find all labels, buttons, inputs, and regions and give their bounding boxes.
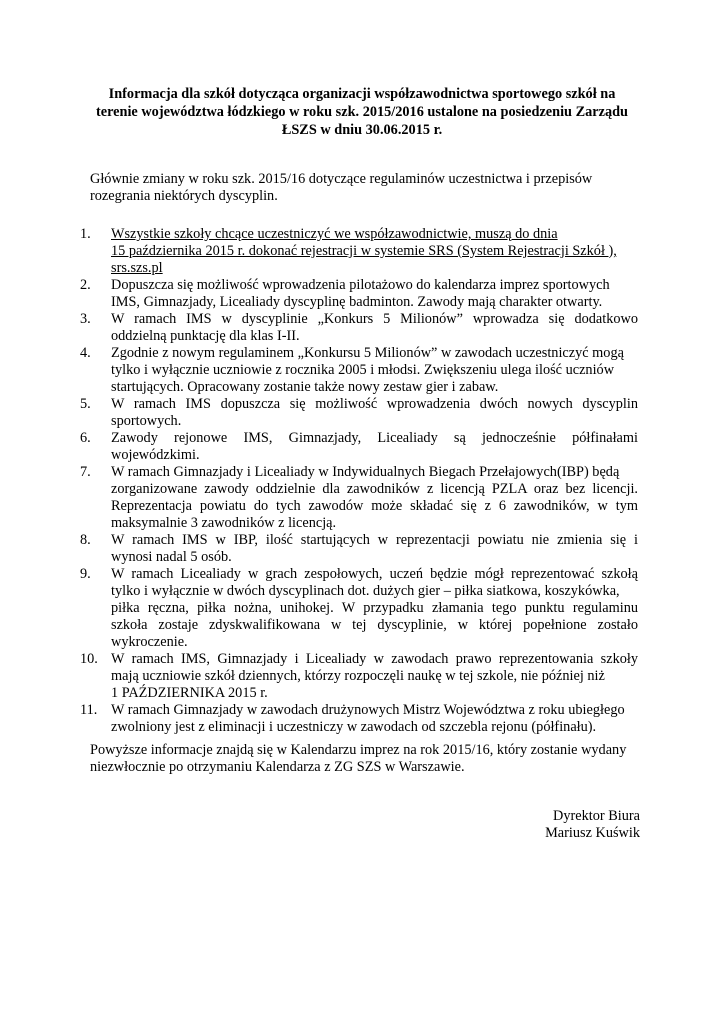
list-item-line: W ramach Gimnazjady i Licealiady w Indywidualnych Biegach Przełajowych(IBP) będą [111,464,620,480]
list-item-line: 1 PAŹDZIERNIKA 2015 r. [111,685,268,701]
list-item-number: 8. [80,532,91,548]
list-item [80,464,640,532]
list-item-number: 4. [80,345,91,361]
list-item-line: maksymalnie 3 zawodników z licencją. [111,515,337,531]
list-item [80,277,640,311]
changes-list [80,226,640,736]
list-item-line: Zgodnie z nowym regulaminem „Konkursu 5 Milionów” w zawodach uczestniczyć mogą [111,345,624,361]
list-item-number: 7. [80,464,91,480]
list-item [80,345,640,396]
list-item-line: W ramach IMS w IBP, ilość startujących w reprezentacji powiatu nie zmienia się i [111,532,638,548]
list-item-line: Dopuszcza się możliwość wprowadzenia pilotażowo do kalendarza imprez sportowych [111,277,610,293]
title-line: terenie województwa łódzkiego w roku szk. 2015/2016 ustalone na posiedzeniu Zarządu [95,104,629,120]
closing-line: Powyższe informacje znajdą się w Kalendarzu imprez na rok 2015/16, który zostanie wydany [90,742,627,758]
intro-line: rozegrania niektórych dyscyplin. [90,188,278,204]
list-item [80,430,640,464]
list-item-line: W ramach IMS dopuszcza się możliwość wprowadzenia dwóch nowych dyscyplin [111,396,638,412]
list-item-number: 2. [80,277,91,293]
list-item-line: startujących. Opracowany zostanie także nowy zestaw gier i zabaw. [111,379,499,395]
signature-role: Dyrektor Biura [553,808,640,824]
title-line: ŁSZS w dniu 30.06.2015 r. [281,122,443,138]
list-item-number: 1. [80,226,91,242]
document-title [80,85,644,139]
list-item-number: 6. [80,430,91,446]
list-item-number: 11. [80,702,98,718]
list-item-line: IMS, Gimnazjady, Licealiady dyscyplinę badminton. Zawody mają charakter otwarty. [111,294,603,310]
list-item-line: zorganizowane zawody oddzielnie dla zawodników z licencją PZLA oraz bez licencji. [111,481,638,497]
list-item [80,702,640,736]
list-item-line: szkoła zostaje zdyskwalifikowana w tej dyscyplinie, w której popełnione zostało [111,617,638,633]
list-item-line: wykroczenie. [111,634,188,650]
list-item-line: wojewódzkimi. [111,447,200,463]
intro-paragraph [90,171,650,205]
list-item [80,226,640,277]
list-item-line: mają uczniowie szkół dziennych, którzy rozpoczęli naukę w tej szkole, nie później niż [111,668,605,684]
signature-block [545,808,640,842]
list-item-number: 5. [80,396,91,412]
list-item-line: W ramach IMS, Gimnazjady i Licealiady w zawodach prawo reprezentowania szkoły [111,651,638,667]
closing-paragraph [90,742,650,776]
title-line: Informacja dla szkół dotycząca organizacji współzawodnictwa sportowego szkół na [108,86,616,102]
list-item-line: Reprezentacja powiatu do tych zawodów może składać się z 6 zawodników, w tym [111,498,638,514]
list-item-number: 9. [80,566,91,582]
list-item-line: Wszystkie szkoły chcące uczestniczyć we współzawodnictwie, muszą do dnia [111,226,558,242]
list-item-line: tylko i wyłącznie w dwóch dyscyplinach dot. dużych gier – piłka siatkowa, koszykówka, [111,583,620,599]
list-item [80,651,640,702]
list-item-line: W ramach Gimnazjady w zawodach drużynowych Mistrz Województwa z roku ubiegłego [111,702,625,718]
intro-line: Głównie zmiany w roku szk. 2015/16 dotyczące regulaminów uczestnictwa i przepisów [90,171,593,187]
list-item-line: oddzielną punktację dla klas I-II. [111,328,300,344]
list-item-line: tylko i wyłącznie uczniowie z rocznika 2005 i młodsi. Zwiększeniu ulega ilość uczniów [111,362,615,378]
list-item [80,311,640,345]
list-item-line: W ramach Licealiady w grach zespołowych, uczeń będzie mógł reprezentować szkołą [111,566,638,582]
signature-name: Mariusz Kuświk [545,825,640,841]
list-item-line: Zawody rejonowe IMS, Gimnazjady, Licealiady są jednocześnie półfinałami [111,430,638,446]
closing-line: niezwłocznie po otrzymaniu Kalendarza z ZG SZS w Warszawie. [90,759,465,775]
list-item-line: W ramach IMS w dyscyplinie „Konkurs 5 Milionów” wprowadza się dodatkowo [111,311,638,327]
list-item [80,566,640,651]
list-item-line: 15 października 2015 r. dokonać rejestracji w systemie SRS (System Rejestracji Szkół ), [111,243,617,259]
list-item [80,396,640,430]
list-item-line: sportowych. [111,413,182,429]
list-item-line: piłka ręczna, piłka nożna, unihokej. W przypadku złamania tego punktu regulaminu [111,600,638,616]
list-item [80,532,640,566]
list-item-line: wynosi nadal 5 osób. [111,549,232,565]
list-item-line: srs.szs.pl [111,260,163,276]
list-item-line: zwolniony jest z eliminacji i uczestniczy w zawodach od szczebla rejonu (półfinału). [111,719,597,735]
list-item-number: 10. [80,651,98,667]
list-item-number: 3. [80,311,91,327]
